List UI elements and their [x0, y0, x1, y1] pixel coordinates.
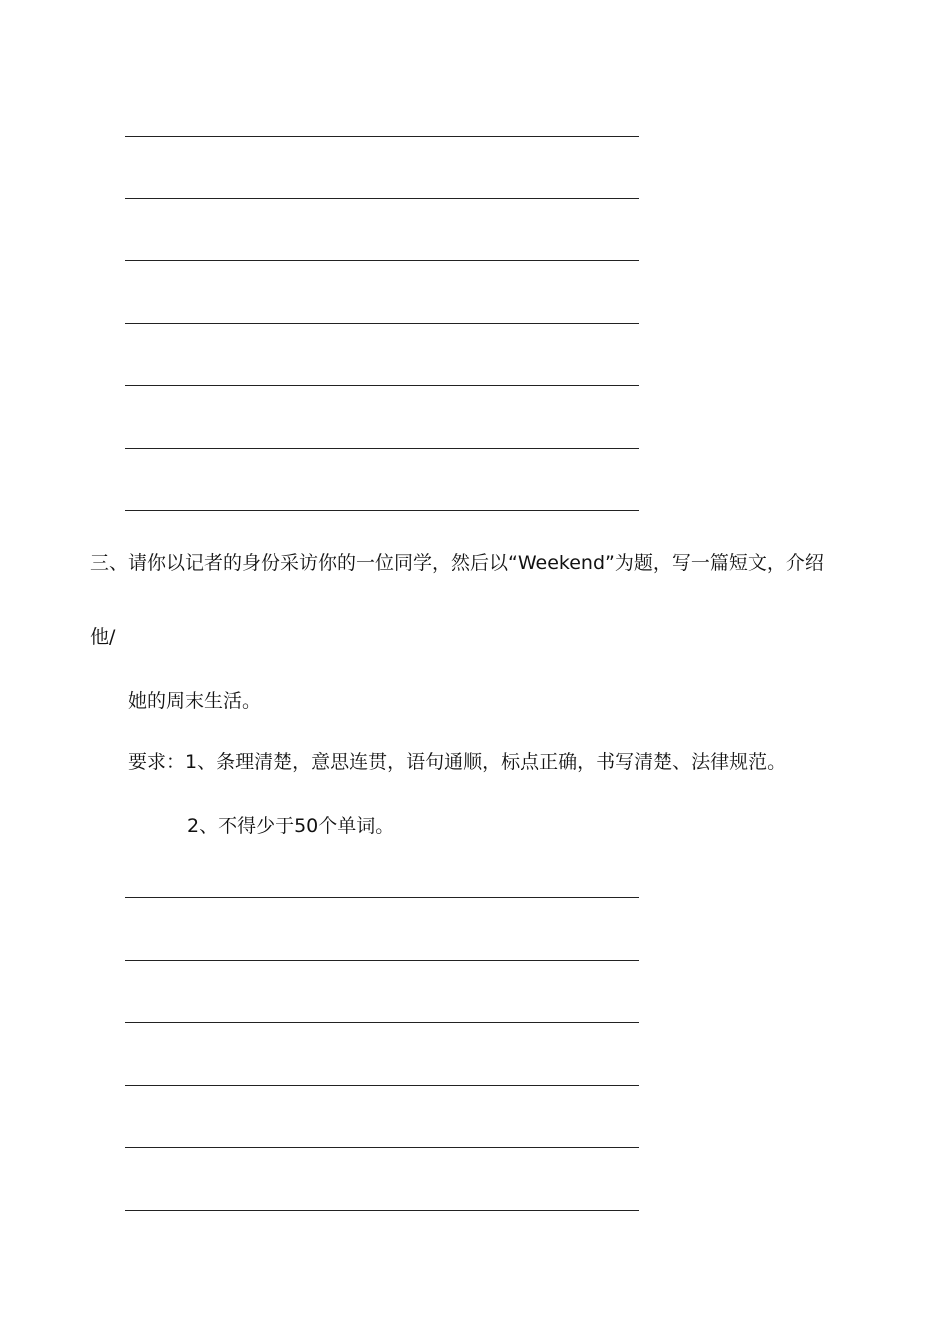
answer-line	[125, 510, 639, 511]
question-title-line-3: 她的周末生活。	[128, 690, 262, 712]
answer-line	[125, 1147, 639, 1148]
answer-line	[125, 897, 639, 898]
answer-line	[125, 1210, 639, 1211]
requirement-2: 2、不得少于50个单词。	[187, 815, 395, 837]
answer-line	[125, 198, 639, 199]
answer-line	[125, 960, 639, 961]
question-title-line-2: 他/	[90, 626, 116, 648]
answer-line	[125, 1022, 639, 1023]
answer-line	[125, 448, 639, 449]
requirement-1: 要求：1、条理清楚，意思连贯，语句通顺，标点正确，书写清楚、法律规范。	[128, 751, 787, 773]
answer-line	[125, 323, 639, 324]
answer-line	[125, 136, 639, 137]
answer-line	[125, 260, 639, 261]
answer-line	[125, 385, 639, 386]
question-title-line-1: 三、请你以记者的身份采访你的一位同学，然后以“Weekend”为题，写一篇短文，介绍	[90, 552, 824, 574]
answer-line	[125, 1085, 639, 1086]
